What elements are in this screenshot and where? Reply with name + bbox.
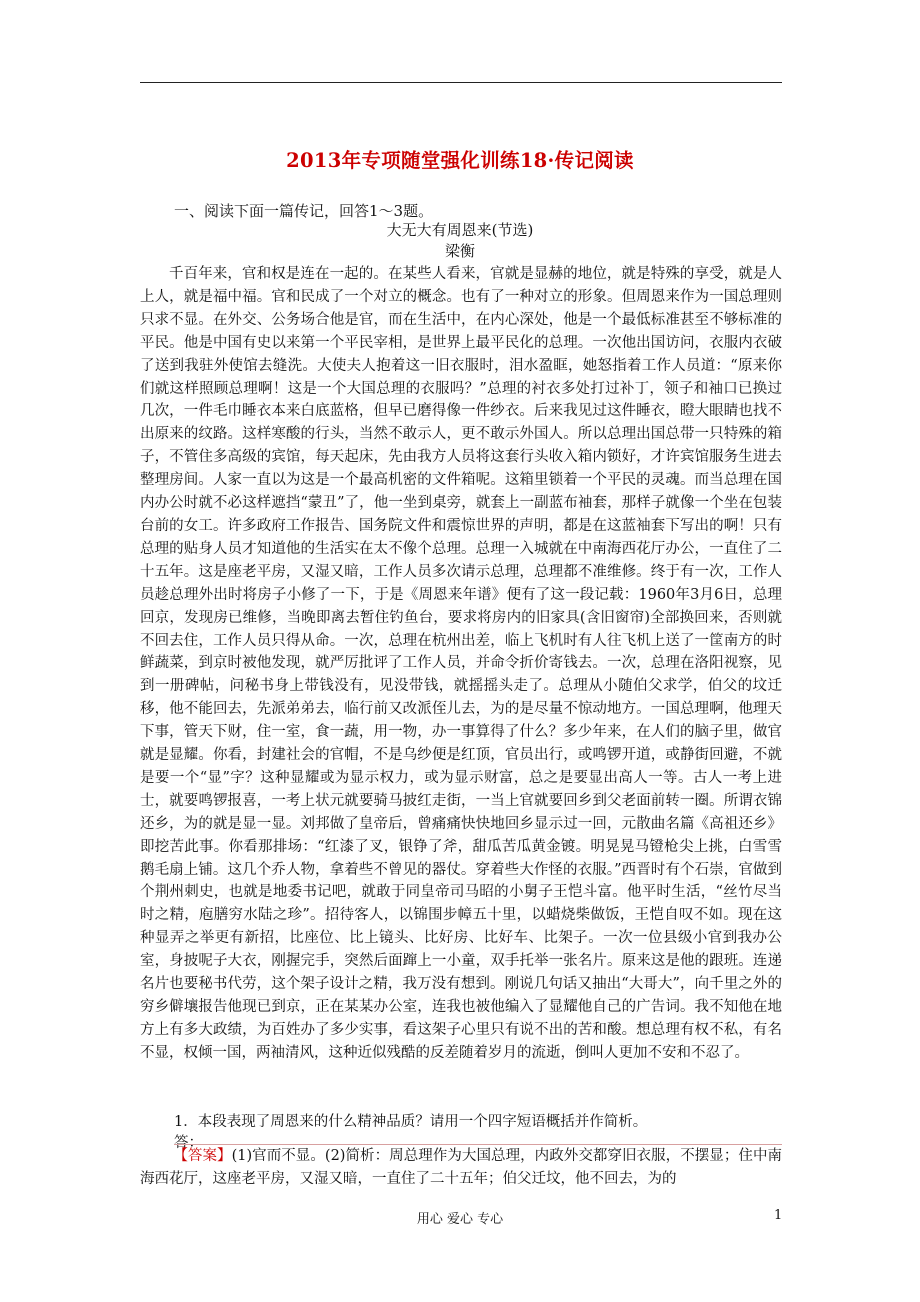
- answer-tag: 【答案】: [173, 1148, 232, 1164]
- answer-text: (1)官而不显。(2)简析：周总理作为大国总理，内政外交都穿旧衣服，不摆显；住中南海西花厅，这座老平房，又湿又暗，一直住了二十五年；伯父迁坟，他不回去，为的: [140, 1148, 783, 1187]
- page-number: 1: [774, 1208, 783, 1223]
- question-1: 1．本段表现了周恩来的什么精神品质？请用一个四字短语概括并作简析。: [174, 1114, 648, 1130]
- question-intro: 一、阅读下面一篇传记，回答1～3题。: [174, 202, 434, 220]
- article-author: 梁衡: [444, 242, 475, 260]
- document-title: 2013年专项随堂强化训练18·传记阅读: [286, 149, 634, 172]
- article-title: 大无大有周恩来(节选): [386, 221, 534, 239]
- answer-block: [140, 1145, 782, 1191]
- header-rule: [140, 82, 782, 83]
- page-footer: 用心 爱心 专心: [416, 1212, 504, 1227]
- answer-prompt: 答：: [174, 1135, 203, 1151]
- passage-text: 千百年来，官和权是连在一起的。在某些人看来，官就是显赫的地位，就是特殊的享受，就是人上人，就是福中福。官和民成了一个对立的概念。也有了一种对立的形象。但周恩来作为一国总理则只求不显。在外交、公务场合他是官，而在生活中，在内心深处，他是一个最低标准甚至不够标准的平民。他是中国有史以来第一个平民宰相，是世界上最平民化的总理。一次他出国访问，衣服内衣破了送到我驻外使馆去缝洗。大使夫人抱着这一旧衣服时，泪水盈眶，她怒指着工作人员道：“原来你们就这样照顾总理啊！这是一个大国总理的衣服吗？”总理的衬衣多处打过补丁，领子和袖口已换过几次，一件毛巾睡衣本来白底蓝格，但早已磨得像一件纱衣。后来我见过这件睡衣，瞪大眼睛也找不出原来的纹路。这样寒酸的行头，当然不敢示人，更不敢示外国人。所以总理出国总带一只特殊的箱子，不管住多高级的宾馆，每天起床，先由我方人员将这套行头收入箱内锁好，才许宾馆服务生进去整理房间。人家一直以为这是一个最高机密的文件箱呢。这箱里锁着一个平民的灵魂。而当总理在国内办公时就不必这样遮挡“蒙丑”了，他一坐到桌旁，就套上一副蓝布袖套，那样子就像一个坐在包装台前的女工。许多政府工作报告、国务院文件和震惊世界的声明，都是在这蓝袖套下写出的啊！只有总理的贴身人员才知道他的生活实在太不像个总理。总理一入城就在中南海西花厅办公，一直住了二十五年。这是座老平房，又湿又暗，工作人员多次请示总理，总理都不准维修。终于有一次，工作人员趁总理外出时将房子小修了一下，于是《周恩来年谱》便有了这一段记载：1960年3月6日，总理回京，发现房已维修，当晚即离去暂住钓鱼台，要求将房内的旧家具(含旧窗帘)全部换回来，否则就不回去住，工作人员只得从命。一次，总理在杭州出差，临上飞机时有人往飞机上送了一筐南方的时鲜蔬菜，到京时被他发现，就严厉批评了工作人员，并命令折价寄钱去。一次，总理在洛阳视察，见到一册碑帖，问秘书身上带钱没有，见没带钱，就摇摇头走了。总理从小随伯父求学，伯父的坟迁移，他不能回去，先派弟弟去，临行前又改派侄儿去，为的是尽量不惊动地方。一国总理啊，他理天下事，管天下财，住一室，食一蔬，用一物，办一事算得了什么？多少年来，在人们的脑子里，做官就是显耀。你看，封建社会的官帽，不是乌纱便是红顶，官员出行，或鸣锣开道，或静街回避，不就是要一个“显”字？这种显耀或为显示权力，或为显示财富，总之是要显出高人一等。古人一考上进士，就要鸣锣报喜，一考上状元就要骑马披红走街，一当上官就要回乡到父老面前转一圈。所谓衣锦还乡，为的就是显一显。刘邦做了皇帝后，曾痛痛快快地回乡显示过一回，元散曲名篇《高祖还乡》即挖苦此事。你看那排场：“红漆了叉，银铮了斧，甜瓜苦瓜黄金镀。明晃晃马镫枪尖上挑，白雪雪鹅毛扇上铺。这几个乔人物，拿着些不曾见的器仗。穿着些大作怪的衣服。”西晋时有个石崇，官做到个荆州刺史，也就是地委书记吧，就敢于同皇帝司马昭的小舅子王恺斗富。他平时生活，“丝竹尽当时之精，庖膳穷水陆之珍”。招待客人，以锦围步幛五十里，以蜡烧柴做饭，王恺自叹不如。现在这种显弄之举更有新招，比座位、比上镜头、比好房、比好车、比架子。一次一位县级小官到我办公室，身披呢子大衣，刚握完手，突然后面蹿上一小童，双手托举一张名片。原来这是他的跟班。连递名片也要秘书代劳，这个架子设计之精，我万没有想到。刚说几句话又抽出“大哥大”，向千里之外的穷乡僻壤报告他现已到京，正在某某办公室，连我也被他编入了显耀他自己的广告词。我不知他在地方上有多大政绩，为百姓办了多少实事，看这架子心里只有说不出的苦和酸。想总理有权不私，有名不显，权倾一国，两袖清风，这种近似残酷的反差随着岁月的流逝，倒叫人更加不安和不忍了。: [140, 266, 782, 1061]
